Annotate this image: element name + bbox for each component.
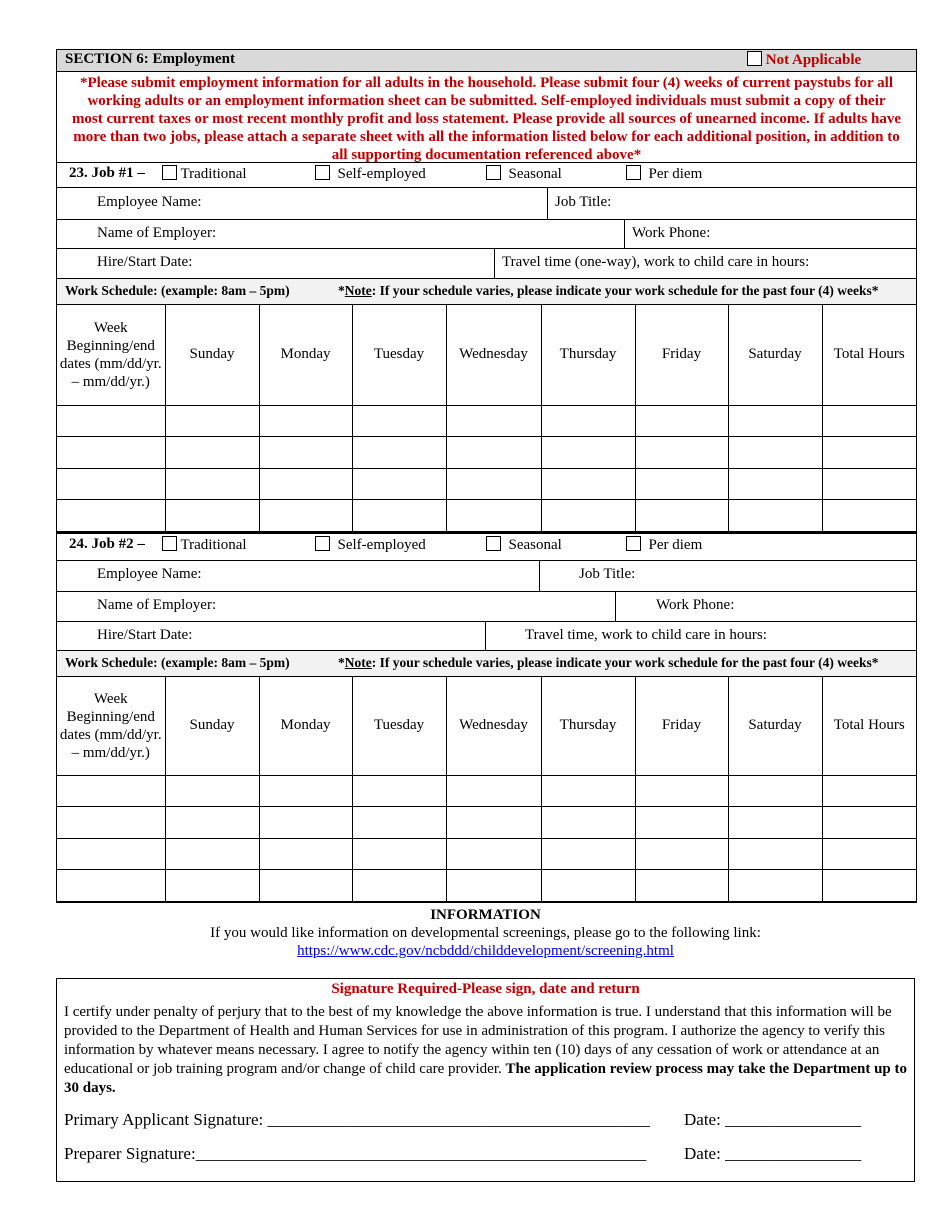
job2-seasonal-checkbox[interactable] — [486, 536, 501, 551]
notice-row — [57, 71, 916, 162]
primary-date-label: Date: — [684, 1110, 721, 1129]
employment-notice: *Please submit employment information for all adults in the household. Please submit four (4) weeks of current paystubs for all working adults or an employment information sheet can be submitted. Self-employed individuals must submit a copy of their most current taxes or most recent monthly profit and loss statement. Please provide all sources of unearned income. If adults have more than two jobs, please attach a separate sheet with all the information listed below for each additional position, in addition to all supporting documentation referenced above* — [71, 75, 902, 163]
job1-schedule-label: Work Schedule: (example: 8am – 5pm) — [65, 283, 290, 298]
table-row — [57, 436, 916, 468]
job1-type-row — [57, 162, 916, 187]
primary-signature-label: Primary Applicant Signature: — [64, 1110, 264, 1129]
signature-heading: Signature Required-Please sign, date and return — [331, 981, 640, 997]
job2-schedule-note: *Note: If your schedule varies, please indicate your work schedule for the past four (4) weeks* — [338, 654, 879, 670]
job2-job-title-field[interactable]: Job Title: — [579, 565, 636, 582]
col-thursday: Thursday — [541, 305, 635, 405]
col-saturday: Saturday — [728, 677, 822, 776]
job1-schedule-note: *Note: If your schedule varies, please indicate your work schedule for the past four (4) weeks* — [338, 283, 879, 298]
col-tuesday: Tuesday — [352, 305, 446, 405]
job1-seasonal-label: Seasonal — [508, 166, 562, 182]
not-applicable-label: Not Applicable — [765, 52, 862, 68]
primary-date-line[interactable]: Date: ________________ — [684, 1110, 862, 1129]
section-header — [57, 50, 916, 71]
job2-schedule-table — [57, 677, 916, 903]
job2-hire-date-field[interactable]: Hire/Start Date: — [97, 626, 193, 643]
job1-traditional-label: Traditional — [180, 166, 247, 182]
job1-seasonal-checkbox[interactable] — [486, 165, 501, 180]
job1-per-diem-label: Per diem — [648, 166, 703, 182]
job1-schedule-header — [57, 278, 916, 304]
table-row — [57, 870, 916, 902]
job2-self-employed-label: Self-employed — [337, 536, 426, 553]
job1-schedule-table-wrap — [57, 304, 916, 532]
job1-hire-date-field[interactable]: Hire/Start Date: — [97, 254, 193, 270]
col-week-dates: Week Beginning/end dates (mm/dd/yr. – mm/dd/yr.) — [57, 677, 165, 776]
job1-hire-row — [57, 248, 916, 278]
col-total-hours: Total Hours — [822, 305, 916, 405]
job1-work-phone-field[interactable]: Work Phone: — [632, 225, 711, 241]
job2-employee-name-field[interactable]: Employee Name: — [97, 565, 202, 582]
job1-job-title-field[interactable]: Job Title: — [555, 194, 612, 210]
job1-per-diem-checkbox[interactable] — [626, 165, 641, 180]
employment-form — [56, 49, 917, 903]
col-tuesday: Tuesday — [352, 677, 446, 776]
table-row — [57, 776, 916, 807]
col-sunday: Sunday — [165, 305, 259, 405]
primary-signature-line[interactable]: Primary Applicant Signature: _____________________________________________ — [64, 1110, 650, 1129]
col-monday: Monday — [259, 305, 352, 405]
table-row — [57, 405, 916, 436]
job2-schedule-table-wrap — [57, 676, 916, 903]
job2-type-row — [57, 532, 916, 560]
job2-self-employed-checkbox[interactable] — [315, 536, 330, 551]
table-row — [57, 807, 916, 839]
preparer-date-line[interactable]: Date: ________________ — [684, 1144, 862, 1163]
col-wednesday: Wednesday — [446, 305, 541, 405]
not-applicable-checkbox[interactable] — [747, 51, 762, 66]
col-friday: Friday — [635, 305, 728, 405]
job2-traditional-checkbox[interactable] — [162, 536, 177, 551]
job2-label: 24. Job #2 – — [69, 535, 145, 552]
job2-schedule-header — [57, 650, 916, 676]
job2-per-diem-label: Per diem — [648, 536, 703, 553]
job1-schedule-table — [57, 305, 916, 532]
col-sunday: Sunday — [165, 677, 259, 776]
job2-employer-field[interactable]: Name of Employer: — [97, 596, 217, 613]
job1-schedule-header-row — [57, 305, 916, 405]
col-wednesday: Wednesday — [446, 677, 541, 776]
table-row — [57, 499, 916, 531]
table-row — [57, 468, 916, 499]
col-friday: Friday — [635, 677, 728, 776]
signature-box — [56, 978, 915, 1182]
job1-label: 23. Job #1 – — [69, 165, 145, 181]
job2-hire-row — [57, 621, 916, 650]
job2-seasonal-label: Seasonal — [508, 536, 562, 553]
col-thursday: Thursday — [541, 677, 635, 776]
job1-employer-field[interactable]: Name of Employer: — [97, 225, 217, 241]
section-title: SECTION 6: Employment — [65, 51, 236, 67]
job2-work-phone-field[interactable]: Work Phone: — [656, 596, 735, 613]
col-monday: Monday — [259, 677, 352, 776]
table-row — [57, 839, 916, 870]
job2-traditional-label: Traditional — [180, 536, 247, 553]
job1-employer-row — [57, 219, 916, 248]
job1-travel-time-field[interactable]: Travel time (one-way), work to child care in hours: — [502, 254, 810, 270]
col-total-hours: Total Hours — [822, 677, 916, 776]
screening-link[interactable]: https://www.cdc.gov/ncbddd/childdevelopment/screening.html — [297, 943, 674, 959]
information-text: If you would like information on developmental screenings, please go to the following link: — [210, 925, 761, 941]
job1-self-employed-label: Self-employed — [337, 166, 426, 182]
preparer-signature-line[interactable]: Preparer Signature:_____________________________________________________ — [64, 1144, 647, 1163]
job1-traditional-checkbox[interactable] — [162, 165, 177, 180]
job2-employer-row — [57, 591, 916, 621]
job2-name-row — [57, 560, 916, 591]
job2-travel-time-field[interactable]: Travel time, work to child care in hours: — [525, 626, 767, 643]
job1-self-employed-checkbox[interactable] — [315, 165, 330, 180]
col-week-dates: Week Beginning/end dates (mm/dd/yr. – mm/dd/yr.) — [57, 305, 165, 405]
preparer-date-label: Date: — [684, 1144, 721, 1163]
information-heading: INFORMATION — [430, 907, 541, 923]
job1-name-row — [57, 187, 916, 219]
job2-schedule-label: Work Schedule: (example: 8am – 5pm) — [65, 654, 290, 670]
col-saturday: Saturday — [728, 305, 822, 405]
job2-schedule-header-row — [57, 677, 916, 776]
preparer-signature-label: Preparer Signature: — [64, 1144, 196, 1163]
certification-text: I certify under penalty of perjury that to the best of my knowledge the above information is true. I understand that this information will be provided to the Department of Health and Human Services for use in administration of this program. I authorize the agency to verify this information by whatever means necessary. I agree to notify the agency within ten (10) days of any cessation of work or attendance at an educational or job training program and/or change of child care provider. The application review process may take the Department up to 30 days. — [64, 1004, 908, 1096]
job2-per-diem-checkbox[interactable] — [626, 536, 641, 551]
review-process-note: The application review process may take the Department up to 30 days. — [64, 1061, 908, 1096]
job1-employee-name-field[interactable]: Employee Name: — [97, 194, 202, 210]
